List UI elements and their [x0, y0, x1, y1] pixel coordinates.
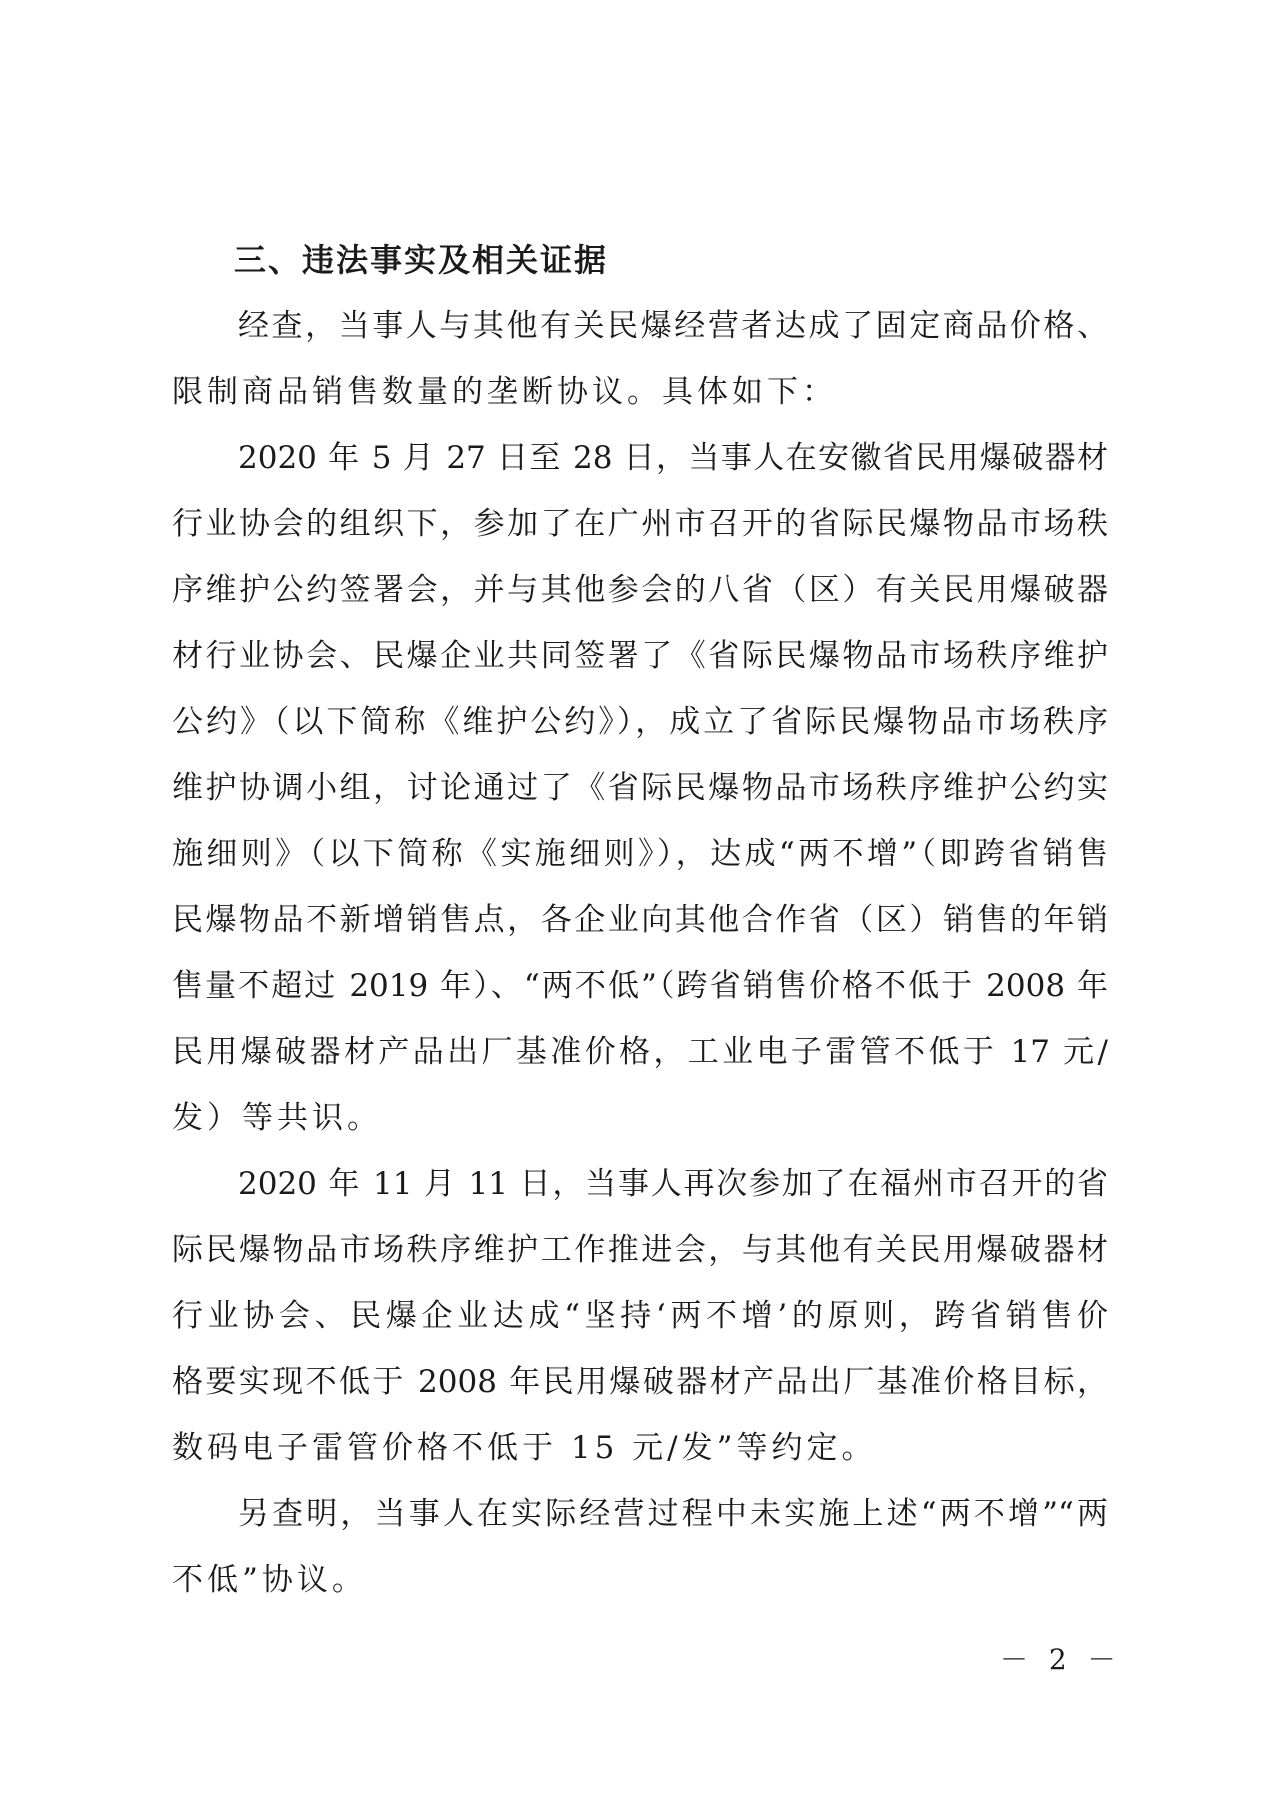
body-line: 2020 年 11 月 11 日，当事人再次参加了在福州市召开的省: [238, 1166, 1108, 1202]
body-line: 2020 年 5 月 27 日至 28 日，当事人在安徽省民用爆破器材: [238, 440, 1108, 476]
body-line: 民用爆破器材产品出厂基准价格，工业电子雷管不低于 17 元/: [172, 1034, 1108, 1070]
body-line: 材行业协会、民爆企业共同签署了《省际民爆物品市场秩序维护: [172, 638, 1108, 674]
body-line: 际民爆物品市场秩序维护工作推进会，与其他有关民用爆破器材: [172, 1232, 1108, 1268]
body-line: 行业协会、民爆企业达成“坚持‘两不增’的原则，跨省销售价: [172, 1298, 1108, 1334]
body-line: 经查，当事人与其他有关民爆经营者达成了固定商品价格、: [238, 308, 1108, 344]
body-line: 公约》（以下简称《维护公约》），成立了省际民爆物品市场秩序: [172, 704, 1108, 740]
body-line: 行业协会的组织下，参加了在广州市召开的省际民爆物品市场秩: [172, 506, 1108, 542]
body-line: 发）等共识。: [172, 1100, 382, 1136]
body-line: 格要实现不低于 2008 年民用爆破器材产品出厂基准价格目标，: [172, 1364, 1108, 1400]
page-number: － 2 －: [1000, 1643, 1122, 1676]
body-line: 序维护公约签署会，并与其他参会的八省（区）有关民用爆破器: [172, 572, 1108, 608]
section-heading: 三、违法事实及相关证据: [234, 241, 609, 279]
body-line: 维护协调小组，讨论通过了《省际民爆物品市场秩序维护公约实: [172, 770, 1108, 806]
body-line: 另查明，当事人在实际经营过程中未实施上述“两不增”“两: [238, 1496, 1108, 1532]
body-line: 不低”协议。: [172, 1562, 367, 1598]
body-line: 数码电子雷管价格不低于 15 元/发”等约定。: [172, 1430, 877, 1466]
body-line: 施细则》（以下简称《实施细则》），达成“两不增”（即跨省销售: [172, 836, 1108, 872]
body-line: 民爆物品不新增销售点，各企业向其他合作省（区）销售的年销: [172, 902, 1108, 938]
body-line: 售量不超过 2019 年）、“两不低”（跨省销售价格不低于 2008 年: [172, 968, 1108, 1004]
body-line: 限制商品销售数量的垄断协议。具体如下：: [172, 374, 837, 410]
